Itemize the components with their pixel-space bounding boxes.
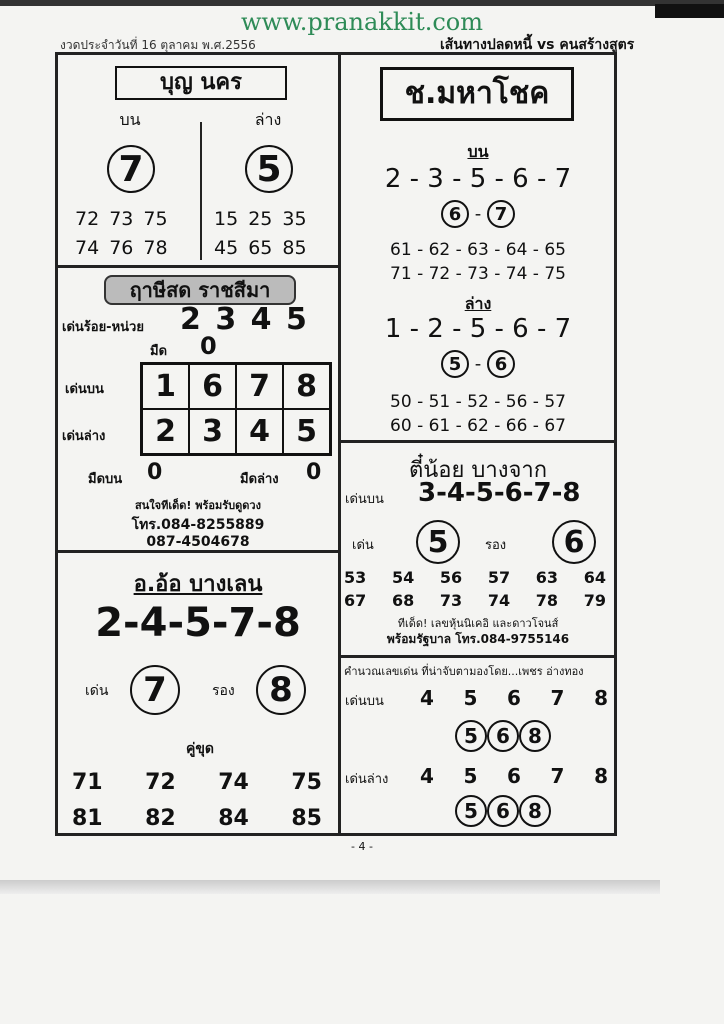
lead-digit: 5: [416, 520, 460, 564]
phone: พร้อมรัฐบาล โทร.084-9755146: [386, 632, 570, 646]
ti-title: ตี๋น้อย บางจาก: [408, 458, 548, 483]
phone: 087-4504678: [146, 534, 250, 550]
digit-grid: 1 6 7 8 2 3 4 5: [140, 362, 332, 456]
phone: โทร.084-8255889: [131, 517, 265, 533]
issue-date: งวดประจำวันที่ 16 ตุลาคม พ.ศ.2556: [60, 38, 256, 52]
or-title: อ.อ้อ บางเลน: [133, 572, 263, 597]
lower-label: เด่นล่าง: [345, 772, 389, 787]
pairs: 71 72 74 75 81 82 84 85: [72, 770, 322, 831]
lower-label: เด่นล่าง: [62, 429, 106, 444]
lower-digits: 4 5 6 7 8: [420, 764, 608, 788]
divider: [55, 550, 339, 553]
lower-circled: 5 - 6: [340, 350, 616, 378]
dark-label: มืด: [150, 344, 168, 359]
promo-text: ทีเด็ด! เลขหุ้นนิเคอิ และดาวโจนส์: [397, 617, 559, 630]
upper-digit: 7: [107, 145, 155, 193]
lead-label: เด่น: [85, 683, 109, 699]
number-rows: 53 54 56 57 63 64 67 68 73 74 78 79: [344, 568, 606, 610]
upper-label: เด่นบน: [345, 694, 384, 709]
second-digit: 8: [256, 665, 306, 715]
second-label: รอง: [485, 538, 507, 553]
dark-upper-label: มืดบน: [88, 472, 123, 487]
page-heading: เส้นทางปลดหนี้ vs คนสร้างสูตร: [440, 37, 635, 53]
scan-edge: [0, 0, 724, 6]
lower-main: 1 - 2 - 5 - 6 - 7: [384, 314, 572, 344]
dark-lower-digit: 0: [306, 460, 322, 485]
dark-digit: 0: [200, 332, 217, 360]
main-digits: 2-4-5-7-8: [95, 600, 301, 646]
chor-title: ช.มหาโชค: [380, 67, 574, 121]
pairs-label: คู่ขุด: [185, 741, 215, 757]
lower-label: ล่าง: [254, 110, 282, 129]
lower-numbers: 15 25 35 45 65 85: [214, 208, 307, 259]
divider: [338, 440, 616, 443]
second-digit: 6: [552, 520, 596, 564]
second-label: รอง: [212, 683, 235, 699]
lower-rows: 50 - 51 - 52 - 56 - 57 60 - 61 - 62 - 66 - 67: [390, 392, 566, 436]
divider: [200, 122, 202, 260]
boon-title: บุญ นคร: [115, 66, 287, 100]
upper-main: 2 - 3 - 5 - 6 - 7: [384, 164, 572, 194]
upper-digits: 3-4-5-6-7-8: [418, 478, 581, 508]
petch-title: คำนวณเลขเด่น ที่น่าจับตามองโดย...เพชร อ่างทอง: [344, 665, 584, 678]
divider: [338, 655, 616, 658]
hundreds-label: เด่นร้อย-หน่วย: [62, 320, 144, 335]
ruesi-title: ฤาษีสด ราชสีมา: [104, 275, 296, 305]
upper-numbers: 72 73 75 74 76 78: [75, 208, 168, 259]
watermark-url: www.pranakkit.com: [240, 8, 483, 36]
upper-digits: 4 5 6 7 8: [420, 686, 608, 710]
dark-upper-digit: 0: [147, 460, 163, 485]
lead-digit: 7: [130, 665, 180, 715]
lower-digit: 5: [245, 145, 293, 193]
dark-lower-label: มืดล่าง: [240, 472, 279, 487]
lead-label: เด่น: [352, 538, 374, 553]
lower-circled: 5 6 8: [455, 795, 551, 827]
upper-rows: 61 - 62 - 63 - 64 - 65 71 - 72 - 73 - 74 - 75: [390, 240, 566, 284]
upper-label: เด่นบน: [345, 492, 384, 507]
upper-label: บน: [467, 142, 489, 161]
upper-circled: 6 - 7: [340, 200, 616, 228]
upper-label: เด่นบน: [65, 382, 104, 397]
page-number: - 4 -: [351, 840, 373, 853]
divider: [55, 265, 339, 268]
hundreds-digits: 2 3 4 5: [180, 302, 307, 337]
scan-shadow: [0, 880, 660, 894]
lower-label: ล่าง: [464, 294, 492, 313]
upper-circled: 5 6 8: [455, 720, 551, 752]
promo-text: สนใจทีเด็ด! พร้อมรับดูดวง: [135, 499, 261, 512]
upper-label: บน: [119, 110, 141, 129]
